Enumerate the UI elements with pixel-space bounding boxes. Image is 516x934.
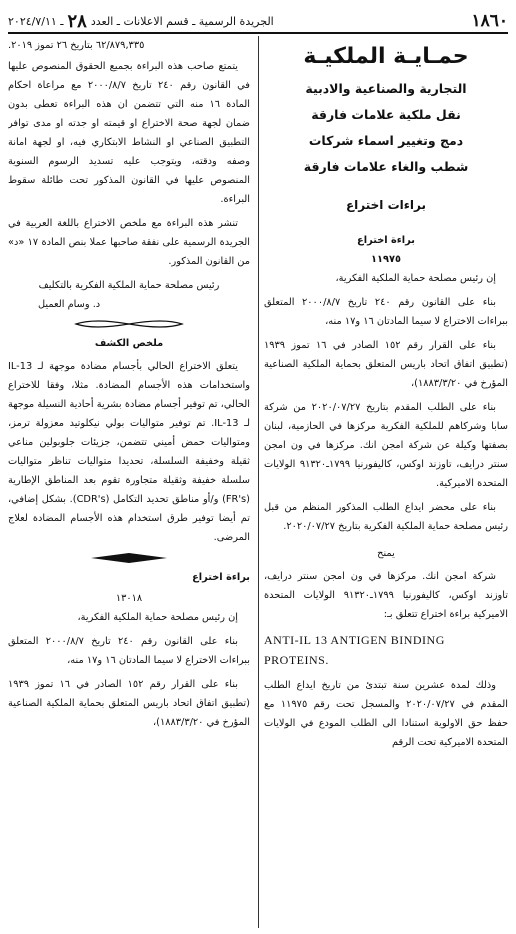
patent2-number: ١٣٠١٨ [115, 593, 143, 604]
patents-heading: براءات اختراع [345, 198, 426, 212]
recital-application: بناء على الطلب المقدم بتاريخ ٢٠٢٠/٠٧/٢٧ من شركة سابا وشركاهم للملكية الفكرية مركزها في الحازمية، لبنان بصفتها وكيلة عن شركة امجن انك. مركزها في ون امجن سنتر درايف، تاوزند اوكس، كاليفورنيا ١٧٩٩ـ٩١٣٢٠ الولايات المتحدة الاميركية. [264, 402, 508, 489]
section-subtitle-1: التجارية والصناعية والادبية [305, 81, 467, 96]
recital-law: بناء على القانون رقم ٢٤٠ تاريخ ٢٠٠٠/٨/٧ المتعلق ببراءات الاختراع لا سيما المادتان ١٦ و١٧ منه، [264, 297, 508, 327]
recital-decree: بناء على القرار رقم ١٥٢ الصادر في ١٦ تموز ١٩٣٩ (تطبيق اتفاق اتحاد باريس المتعلق بحماية الملكية الصناعية المؤرخ في ١٨٨٣/٣/٢٠)، [264, 340, 508, 389]
section-subtitle-4: شطب والغاء علامات فارقة [303, 159, 469, 174]
abstract-heading: ملخص الكشف [94, 338, 164, 349]
section-subtitle-2: نقل ملكية علامات فارقة [311, 107, 461, 122]
abstract-text: يتعلق الاختراع الحالي بأجسام مضادة موجهة لـ IL-13 واستخدامات هذه الأجسام المضادة. مثلا، وفقا للاختراع الحالي، تم توفير أجسام مضادة بشرية أحادية النسيلة موجهة لـ IL-13. تم توفير متواليات بولي نيكلوتيد معزولة ترمز، ومتواليات حمض أميني تتضمن، جزيئات جلوبولين مناعي ثقيلة وخفيفة السلسلة، تحديدا متواليات تناظر متواليات سلسلة خفيفة وثقيلة متجاورة تقوم بعد المناطق الإطارية (FR's) و/أو مناطق تحديد التكامل (CDR's). بشكل إضافي، تم أيضا توفير طرق استخدام هذه الأجسام المضادة لعلاج المرضى. [8, 361, 250, 543]
patent2-label: براءة اختراع [192, 572, 250, 583]
invention-title: ANTI-IL 13 ANTIGEN BINDING PROTEINS. [264, 633, 445, 667]
recital-filing: بناء على محضر ايداع الطلب المذكور المنظم من قبل رئيس مصلحة حماية الملكية الفكرية بتاريخ ٢٠٢٠/٠٧/٢٧. [264, 502, 508, 532]
right-column [264, 36, 508, 928]
page-header [8, 6, 508, 34]
addressee: إن رئيس مصلحة حماية الملكية الفكرية، [335, 273, 496, 284]
column-divider [258, 36, 259, 928]
recital-law-2: بناء على القانون رقم ٢٤٠ تاريخ ٢٠٠٠/٨/٧ المتعلق ببراءات الاختراع لا سيما المادتان ١٦ و١٧ منه، [8, 636, 250, 666]
recital-decree-2: بناء على القرار رقم ١٥٢ الصادر في ١٦ تموز ١٩٣٩ (تطبيق اتفاق اتحاد باريس المتعلق بحماية الملكية الصناعية المؤرخ في ١٨٨٣/٣/٢٠)، [8, 679, 250, 728]
running-title: الجريدة الرسمية ـ قسم الاعلانات ـ العدد [90, 15, 274, 28]
section-title: حمـايـة الملكيـة [303, 44, 469, 69]
publication-paragraph: تنشر هذه البراءة مع ملخص الاختراع باللغة العربية في الجريدة الرسمية على نفقة صاحبها عملا بنص المادة ١٧ «د» من القانون المذكور. [8, 218, 250, 267]
running-header [8, 12, 274, 32]
issue-number: ٢٨ [67, 11, 87, 32]
page-number: ١٨٦٠ [471, 11, 508, 31]
patent-label: براءة اختراع [357, 235, 415, 246]
grants-label: يمنح [377, 548, 395, 559]
patent-number: ١١٩٧٥ [371, 254, 401, 265]
ornament-divider [8, 318, 250, 330]
addressee-2: إن رئيس مصلحة حماية الملكية الفكرية، [77, 612, 238, 623]
duration-text: وذلك لمدة عشرين سنة تبتدئ من تاريخ ايداع الطلب المقدم في ٢٠٢٠/٠٧/٢٧ والمسجل تحت رقم ١١٩٧٥ مع حفظ حق الاولوية استنادا الى الطلب المودع في الولايات المتحدة الاميركية تحت الرقم [264, 680, 508, 748]
ornament-divider-2 [8, 552, 250, 564]
rights-paragraph: يتمتع صاحب هذه البراءة بجميع الحقوق المنصوص عليها في القانون رقم ٢٤٠ تاريخ ٢٠٠٠/٨/٧ مع مراعاة احكام المادة ١٦ منه التي تتضمن ان هذه البراءة تعطى بدون ضمان لجهة صحة الاختراع او قيمته او جدته او مدى توافر التطبيق الصناعي او النشاط الابتكاري فيه، او لجهة امانة وصفه ودقته، ويتوجب عليه تسديد الرسوم السنوية المنصوص عليها في القانون المذكور تحت طائلة سقوط البراءة. [8, 61, 250, 205]
grant-text: شركة امجن انك. مركزها في ون امجن سنتر درايف، تاوزند اوكس، كاليفورنيا ١٧٩٩ـ٩١٣٢٠ الولايات المتحدة الاميركية براءة اختراع تتعلق بـ: [264, 571, 508, 620]
section-subtitle-3: دمج وتغيير اسماء شركات [308, 133, 464, 148]
signatory-title: رئيس مصلحة حماية الملكية الفكرية بالتكليف [38, 280, 220, 291]
left-column [8, 36, 250, 928]
priority-continuation: ٦٢/٨٧٩,٣٣٥ بتاريخ ٢٦ تموز ٢٠١٩. [8, 40, 145, 51]
signatory-name: د. وسام العميل [38, 299, 101, 310]
issue-date: ـ ٢٠٢٤/٧/١١ [8, 15, 64, 28]
